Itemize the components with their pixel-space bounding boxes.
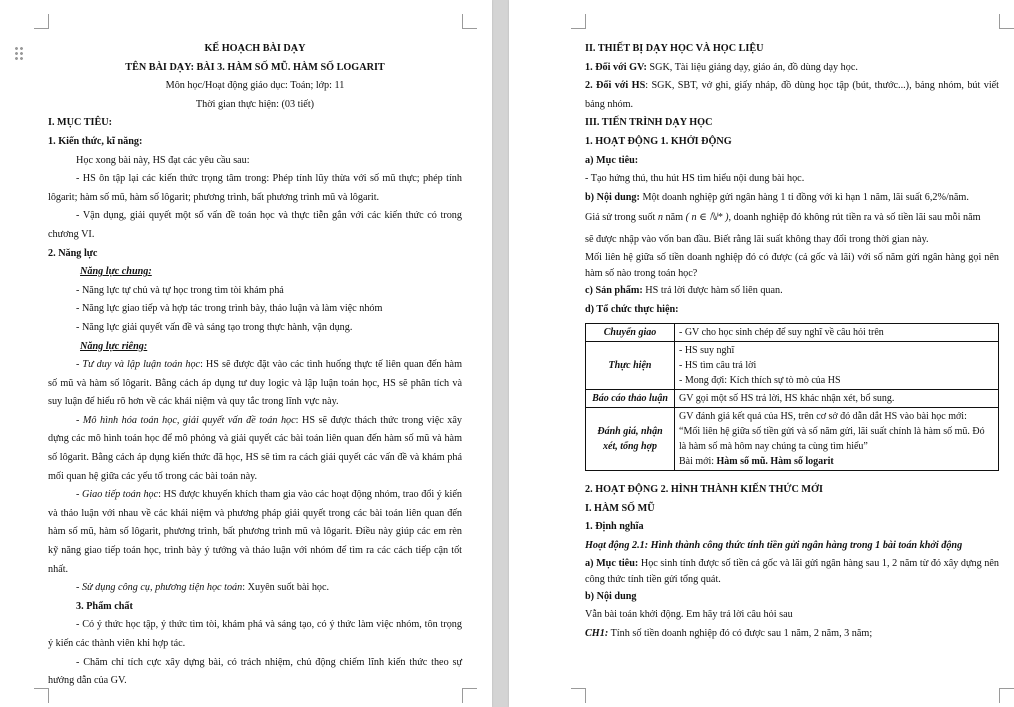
paragraph [585,189,999,208]
paragraph [585,77,999,114]
paragraph: - Chăm chỉ tích cực xây dựng bài, có trách nhiệm, chủ động chiếm lĩnh kiến thức theo sự hướng dẫn của GV. [48,656,462,687]
paragraph [48,356,462,412]
inline-label: c) Sản phẩm: [585,284,643,296]
inline-label: - Giao tiếp toán học [76,489,159,501]
paragraph: - Tạo hứng thú, thu hút HS tìm hiểu nội dung bài học. [585,173,805,185]
heading-kien-thuc: 1. Kiến thức, kĩ năng: [48,135,143,147]
inline-label: 2. Đối với HS [585,80,646,92]
doc-title: KẾ HOẠCH BÀI DẠY [204,43,306,54]
inline-text: : SGK, SBT, vở ghi, giấy nháp, đồ dùng học tập (bút, thước...), bảng nhóm, bút viết bảng nhóm. [585,80,1000,110]
paragraph: - Có ý thức học tập, ý thức tìm tòi, khám phá và sáng tạo, có ý thức làm việc nhóm, tôn trọng ý kiến các thành viên khi hợp tác. [48,619,462,649]
inline-text: Giả sử trong suốt [585,212,658,224]
inline-text: : HS được khuyến khích tham gia vào các hoạt động nhóm, trao đổi ý kiến và thảo luận với nhau về các khái niệm và phương pháp giải quyết trong các bài toán liên quan đến hàm số mũ, hàm số lôgarit, phương trình, bất phương trình mũ và lôgarit. Điều này giúp các em rèn kỹ năng giao tiếp toán học, trình bày ý tưởng và thảo luận với nhóm để tìm ra các cách tiếp cận tốt nhất. [48,489,462,575]
heading-ham-so-mu: I. HÀM SỐ MŨ [585,502,655,514]
paragraph: Vẫn bài toán khởi động. Em hãy trả lời câu hỏi sau [585,609,793,621]
math-formula: ( n ∈ ℕ* ) [685,212,729,224]
cell-line: - Mong đợi: Kích thích sự tò mò của HS [679,375,841,387]
inline-text: Tính số tiền doanh nghiệp đó có được sau 1 năm, 2 năm, 3 năm; [608,627,873,639]
inline-text: : HS sẽ được đặt vào các tình huống thực tế liên quan đến hàm số mũ và hàm số lôgarit. Bằng cách áp dụng tư duy logic và lập luận toán học, HS sẽ phân tích và suy luận để hiểu rõ hơn về các khái niệm và quy tắc trong lĩnh vực này. [48,359,462,408]
crop-mark [462,14,477,29]
inline-label: 1. Đối với GV: [585,61,647,73]
inline-label: - Tư duy và lập luận toán học [76,359,201,371]
inline-text: Học sinh tính được số tiền cả gốc và lãi gửi ngân hàng sau 1, 2 năm từ đó xây dựng nên công thức tính tiền gửi tổng quát. [585,557,999,585]
paragraph [48,579,462,598]
heading-hoat-dong-2: 2. HOẠT ĐỘNG 2. HÌNH THÀNH KIẾN THỨC MỚI [585,484,823,496]
heading-thiet-bi: II. THIẾT BỊ DẠY HỌC VÀ HỌC LIỆU [585,43,764,54]
paragraph: - Năng lực giao tiếp và hợp tác trong trình bày, thảo luận và làm việc nhóm [76,303,383,315]
cell-line: GV đánh giá kết quả của HS, trên cơ sở đó dẫn dắt HS vào bài học mới: [679,411,967,423]
page-gutter [492,0,509,707]
cell-line: “Mối liên hệ giữa số tiền gửi và số năm gửi, lãi suất chính là hàm số mũ. Đó là hàm số mà hôm nay chúng ta cùng tìm hiểu” [679,426,985,453]
heading-nang-luc: 2. Năng lực [48,247,98,259]
label-muc-tieu: a) Mục tiêu: [585,154,639,166]
paragraph [585,207,999,229]
inline-text: Bài mới: [679,456,717,468]
right-page-content [585,40,999,643]
table-cell [675,342,999,390]
crop-mark [999,688,1014,703]
paragraph: - HS ôn tập lại các kiến thức trọng tâm trong: Phép tính lũy thừa với số mũ thực; phép tính lôgarit; hàm số mũ, hàm số lôgarit; phương trình, bất phương trình mũ và lôgarit. [48,173,462,203]
heading-hoat-dong-1: 1. HOẠT ĐỘNG 1. KHỞI ĐỘNG [585,135,732,147]
organization-table [585,323,999,471]
paragraph [585,59,999,78]
inline-label: b) Nội dung: [585,191,640,203]
table-cell [675,408,999,471]
heading-pham-chat: 3. Phẩm chất [76,600,133,612]
cell-line: - HS tìm câu trả lời [679,360,757,372]
paragraph: - Năng lực tự chủ và tự học trong tìm tòi khám phá [76,284,284,296]
table-cell: GV gọi một số HS trả lời, HS khác nhận xét, bổ sung. [675,390,999,408]
inline-bold: Hàm số mũ. Hàm số logarit [716,456,834,468]
heading-tien-trinh: III. TIẾN TRÌNH DẠY HỌC [585,117,713,129]
table-row [586,408,999,471]
crop-mark [571,14,586,29]
label-to-chuc: d) Tổ chức thực hiện: [585,303,679,315]
inline-text: , doanh nghiệp đó không rút tiền ra và số tiền lãi sau mỗi năm [728,212,981,224]
document-page-right [509,0,1014,707]
lesson-title: TÊN BÀI DẠY: BÀI 3. HÀM SỐ MŨ. HÀM SỐ LOGARIT [125,61,385,73]
math-var: n [657,212,663,224]
left-page-content [48,40,462,691]
inline-label: - Sử dụng công cụ, phương tiện học toán [76,582,243,594]
inline-label: a) Mục tiêu: [585,557,639,569]
label-noi-dung: b) Nội dung [585,590,637,602]
crop-mark [999,14,1014,29]
paragraph [585,556,999,588]
heading-muc-tieu: I. MỤC TIÊU: [48,117,113,129]
subheading-nang-luc-chung: Năng lực chung: [80,266,152,278]
cell-line [679,454,994,469]
heading-dinh-nghia: 1. Định nghĩa [585,521,644,533]
subheading-nang-luc-rieng: Năng lực riêng: [80,340,148,352]
crop-mark [34,14,49,29]
inline-text: : HS sẽ được thách thức trong việc xây dựng các mô hình toán học để mô phỏng và giải quyết các bài toán liên quan đến hàm số mũ và hàm số lôgarit. Bằng cách áp dụng kiến thức đã học, HS sẽ tìm ra cách giải quyết các vấn đề và khám phá mối quan hệ giữa các yếu tố trong các bài toán này. [48,414,462,482]
inline-label: - Mô hình hóa toán học, giải quyết vấn đề toán học [76,414,296,426]
paragraph [48,486,462,579]
inline-text: năm [662,212,686,224]
inline-text: : Xuyên suốt bài học. [242,582,330,594]
crop-mark [571,688,586,703]
paragraph [585,282,999,301]
activity-title: Hoạt động 2.1: Hình thành công thức tính tiền gửi ngân hàng trong 1 bài toán khởi động [585,539,963,551]
cell-line: - HS suy nghĩ [679,345,735,357]
table-row [586,390,999,408]
paragraph: Mối liên hệ giữa số tiền doanh nghiệp đó có được (cả gốc và lãi) với số năm gửi ngân hàng gọi nên hàm số nào trong toán học? [585,251,999,279]
table-cell: - GV cho học sinh chép để suy nghĩ về câu hỏi trên [675,324,999,342]
drag-handle-icon[interactable] [14,46,24,60]
table-cell-label: Chuyển giao [586,324,675,342]
table-cell-label: Báo cáo thảo luận [586,390,675,408]
inline-text: SGK, Tài liệu giảng dạy, giáo án, đồ dùng dạy học. [646,61,858,73]
document-page-left [0,0,492,707]
paragraph [585,625,999,644]
table-cell-label: Thực hiện [586,342,675,390]
paragraph: Học xong bài này, HS đạt các yêu cầu sau: [76,154,250,166]
paragraph [48,412,462,486]
paragraph: sẽ được nhập vào vốn ban đầu. Biết rằng lãi suất không thay đổi trong thời gian này. [585,234,929,246]
paragraph: - Năng lực giải quyết vấn đề và sáng tạo trong thực hành, vận dụng. [76,321,353,333]
table-row [586,324,999,342]
inline-text: Một doanh nghiệp gửi ngân hàng 1 tỉ đồng với kì hạn 1 năm, lãi suất 6,2%/năm. [639,191,969,203]
table-cell-label: Đánh giá, nhận xét, tổng hợp [586,408,675,471]
crop-mark [34,688,49,703]
paragraph: - Vận dụng, giải quyết một số vấn đề toán học và thực tiễn gắn với các kiến thức có trong chương VI. [48,210,462,240]
subject-line: Môn học/Hoạt động giáo dục: Toán; lớp: 11 [165,80,345,92]
inline-label: CH1: [585,627,609,639]
inline-text: HS trả lời được hàm số liên quan. [642,284,783,296]
table-row [586,342,999,390]
crop-mark [462,688,477,703]
time-line: Thời gian thực hiện: (03 tiết) [195,98,315,110]
